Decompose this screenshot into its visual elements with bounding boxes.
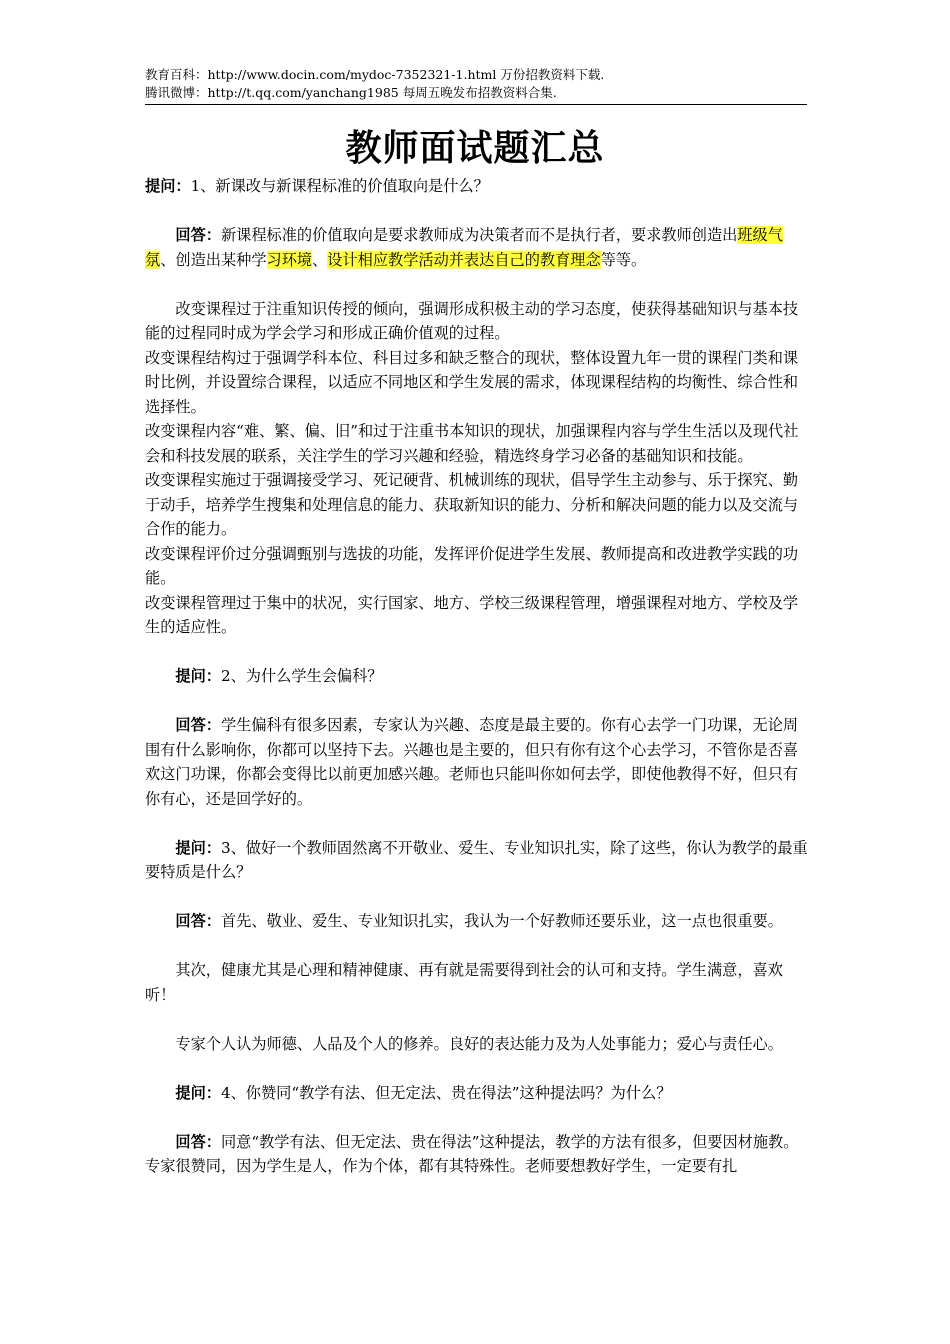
question-label: 提问： [175,667,221,685]
answer-text: 首先、敬业、爱生、专业知识扎实，我认为一个好教师还要乐业，这一点也很重要。 [220,912,783,930]
header-line-weibo: 腾讯微博：http://t.qq.com/yanchang1985 每周五晚发布招教资料合集. [145,85,557,100]
answer-4 [145,1130,810,1179]
answer-label: 回答： [175,912,221,930]
header-line-docin: 教育百科：http://www.docin.com/mydoc-7352321-1.html 万份招教资料下载. [145,67,605,82]
answer-1 [145,223,810,272]
reform-point: 改变课程实施过于强调接受学习、死记硬背、机械训练的现状，倡导学生主动参与、乐于探究、勤于动手，培养学生搜集和处理信息的能力、获取新知识的能力、分析和解决问题的能力以及交流与合作的能力。 [145,471,799,538]
answer-3 [145,909,810,934]
answer-text: 新课程标准的价值取向是要求教师成为决策者而不是执行者，要求教师创造出 [220,226,738,244]
answer-text: 等等。 [600,250,647,269]
reform-point: 改变课程管理过于集中的状况，实行国家、地方、学校三级课程管理，增强课程对地方、学校及学生的适应性。 [145,593,799,636]
page-header [145,66,807,105]
reform-point: 改变课程过于注重知识传授的倾向，强调形成积极主动的学习态度，使获得基础知识与基本技能的过程同时成为学会学习和形成正确价值观的过程。 [145,299,799,342]
reform-point: 改变课程评价过分强调甄别与选拔的功能，发挥评价促进学生发展、教师提高和改进教学实践的功能。 [145,544,799,587]
answer-2 [145,713,810,811]
highlighted-text: 班级气氛 [145,226,783,269]
answer-label: 回答： [175,716,221,734]
answer-3-paragraph: 其次，健康尤其是心理和精神健康、再有就是需要得到社会的认可和支持。学生满意，喜欢听！ [145,961,783,1004]
answer-text: 、 [312,250,328,269]
question-text: 1、新课改与新课程标准的价值取向是什么？ [190,177,489,195]
answer-text: 同意“教学有法、但无定法、贵在得法”这种提法，教学的方法有很多，但要因材施教。专家很赞同，因为学生是人，作为个体，都有其特殊性。老师要想教好学生，一定要有扎 [145,1132,799,1175]
highlighted-text: 设计相应教学活动并表达自己的教育理念 [327,250,601,269]
answer-text: 、创造出某种学 [160,250,267,269]
answer-3-paragraph: 专家个人认为师德、人品及个人的修养。良好的表达能力及为人处事能力；爱心与责任心。 [175,1034,783,1053]
question-2 [145,664,810,689]
question-3 [145,836,810,885]
answer-text: 学生偏科有很多因素，专家认为兴趣、态度是最主要的。你有心去学一门功课，无论周围有什么影响你，你都可以坚持下去。兴趣也是主要的，但只有你有这个心去学习，不管你是否喜欢这门功课，你都会变得比以前更加感兴趣。老师也只能叫你如何去学，即使他教得不好，但只有你有心，还是回学好的。 [145,716,799,808]
question-label: 提问： [175,1083,221,1102]
reform-point: 改变课程内容“难、繁、偏、旧”和过于注重书本知识的现状，加强课程内容与学生生活以及现代社会和科技发展的联系，关注学生的学习兴趣和经验，精选终身学习必备的基础知识和技能。 [145,422,799,465]
answer-label: 回答： [175,1132,221,1151]
reform-point: 改变课程结构过于强调学科本位、科目过多和缺乏整合的现状，整体设置九年一贯的课程门类和课时比例，并设置综合课程，以适应不同地区和学生发展的需求，体现课程结构的均衡性、综合性和选择性。 [145,348,799,416]
question-1 [145,174,810,199]
question-text: 2、为什么学生会偏科？ [220,667,383,685]
question-label: 提问： [175,838,221,857]
answer-label: 回答： [175,226,221,244]
highlighted-text: 习环境 [266,250,313,269]
page-title: 教师面试题汇总 [345,128,605,169]
question-text: 4、你赞同“教学有法、但无定法、贵在得法”这种提法吗？为什么？ [220,1083,672,1102]
question-4 [145,1081,810,1106]
document-body [145,174,810,1179]
question-label: 提问： [145,177,191,195]
question-text: 3、做好一个教师固然离不开敬业、爱生、专业知识扎实，除了这些，你认为教学的最重要特质是什么？ [145,838,808,881]
